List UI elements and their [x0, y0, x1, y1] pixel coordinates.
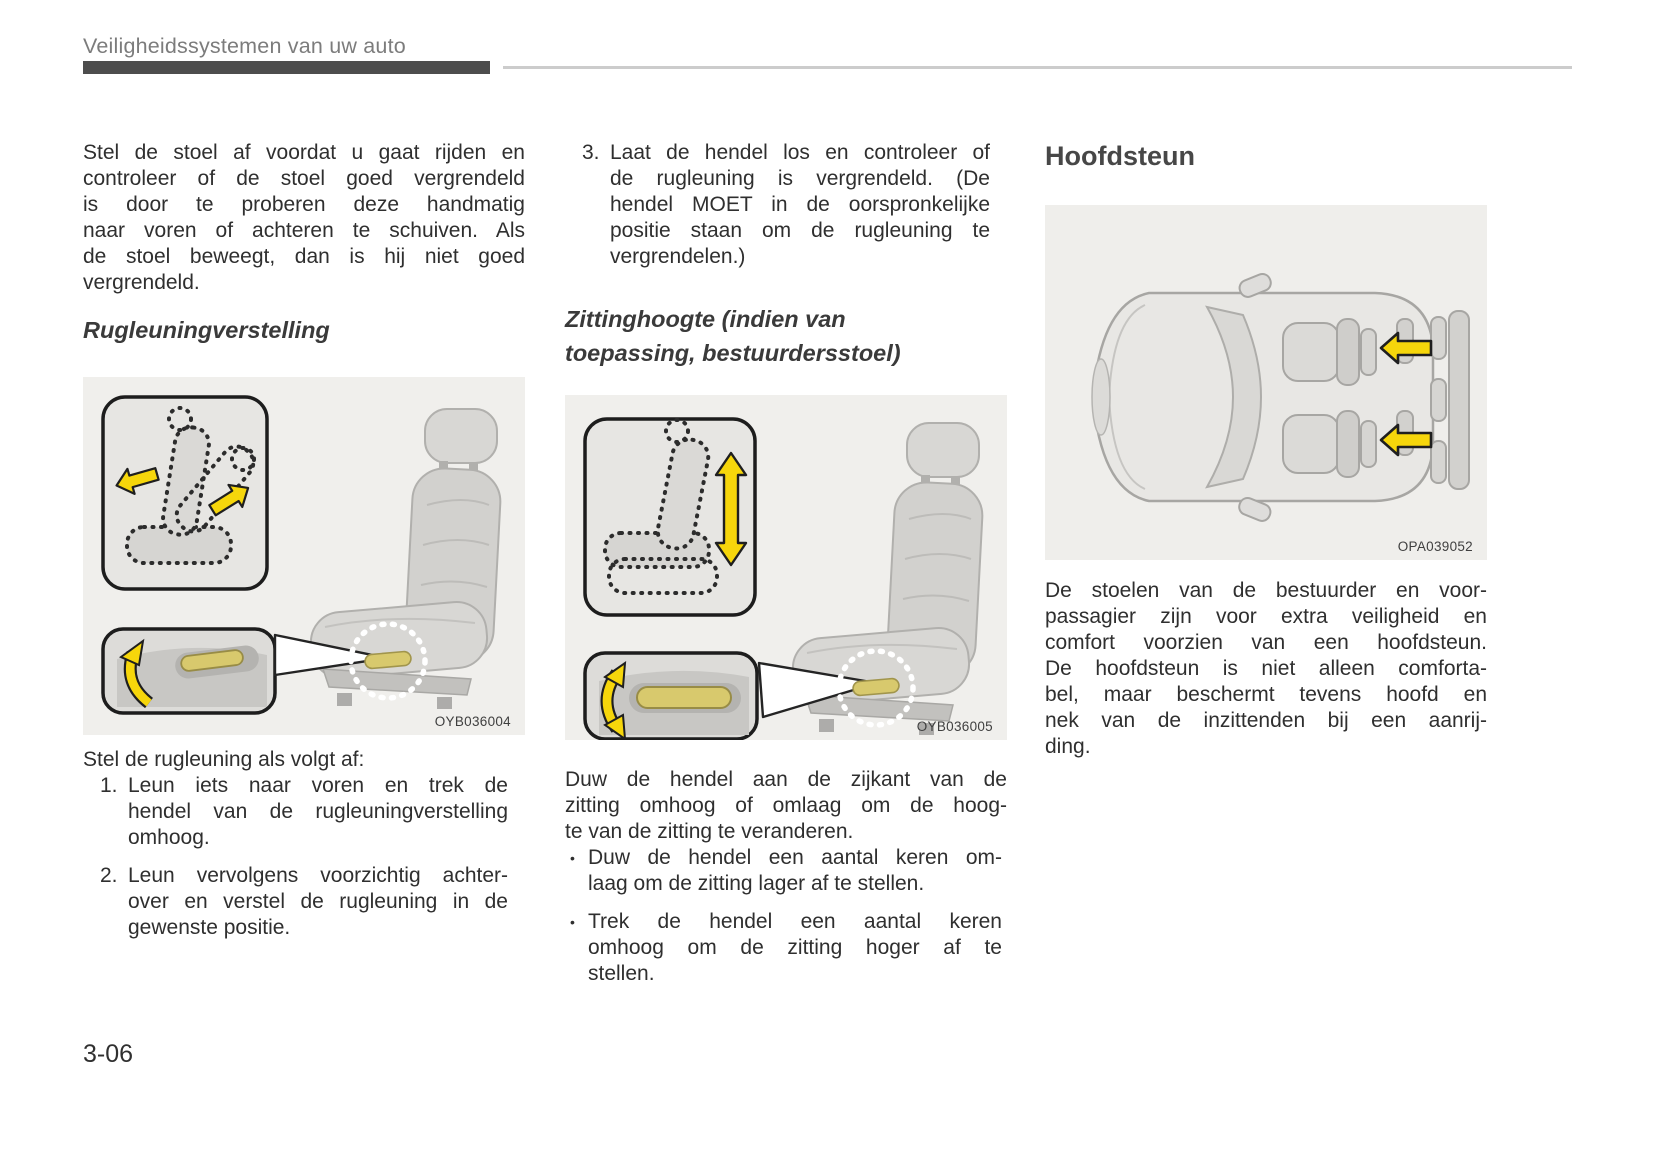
inset-lever-closeup	[585, 653, 757, 739]
inset-lever-closeup	[103, 629, 275, 713]
list-intro: Stel de rugleuning als volgt af:	[83, 748, 365, 771]
list-item-text: Laat de hendel los en controleer of de rugleuning is vergrendeld. (De hendel MOET in de oorspronkelijke positie staan om de rugleuning te vergrendelen.)	[610, 141, 990, 268]
figure-code-opa039052: OPA039052	[1397, 539, 1473, 554]
heading-hoofdsteun: Hoofdsteun	[1045, 141, 1195, 171]
figure-seatback-adjustment	[83, 377, 525, 735]
bullet-icon: •	[570, 850, 575, 866]
inset-height-diagram	[585, 419, 755, 615]
list-item-1	[83, 773, 508, 851]
bullet-text: Trek de hendel een aantal keren omhoog om de zitting hoger af te stellen.	[588, 910, 1002, 985]
heading-zittinghoogte: Zittinghoogte (indien van toepassing, bestuurdersstoel)	[565, 306, 901, 366]
list-item-number: 1.	[100, 774, 118, 797]
car-top-view-illustration	[1045, 205, 1487, 560]
bullet-item-1	[565, 845, 1002, 897]
inset-recline-diagram	[103, 397, 267, 589]
figure-code-oyb036005: OYB036005	[916, 719, 993, 734]
column-left	[83, 0, 525, 1165]
car-top-view	[1092, 272, 1469, 524]
intro-paragraph: Stel de stoel af voordat u gaat rijden en controleer of de stoel goed vergrendeld is door te proberen deze handmatig naar voren of achteren te schuiven. Als de stoel beweegt, dan is hij niet goed vergrendeld.	[83, 141, 525, 294]
bullet-icon: •	[570, 914, 575, 930]
seat-lever	[852, 678, 899, 696]
seat-height-illustration	[565, 395, 1007, 740]
list-item-3	[565, 140, 990, 270]
list-item-text: Leun vervolgens voorzichtig achter- over en verstel de rugleuning in de gewenste positie.	[128, 864, 508, 939]
list-item-text: Leun iets naar voren en trek de hendel van de rugleuningverstelling omhoog.	[128, 774, 508, 849]
list-item-number: 2.	[100, 864, 118, 887]
figure-seat-height-adjustment	[565, 395, 1007, 740]
column-right	[1045, 0, 1487, 1165]
figure-headrest-overview	[1045, 205, 1487, 560]
figure-code-oyb036004: OYB036004	[434, 714, 511, 729]
seat-lever	[364, 651, 411, 669]
bullet-text: Duw de hendel een aantal keren om- laag om de zitting lager af te stellen.	[588, 846, 1002, 895]
running-header-title: Veiligheidssystemen van uw auto	[83, 34, 406, 58]
page-number: 3-06	[83, 1040, 134, 1068]
height-paragraph: Duw de hendel aan de zijkant van de zitting omhoog of omlaag om de hoog- te van de zitting te veranderen.	[565, 768, 1007, 843]
bullet-item-2	[565, 909, 1002, 987]
column-middle	[565, 0, 1007, 1165]
list-item-2	[83, 863, 508, 941]
headrest-paragraph: De stoelen van de bestuurder en voor- passagier zijn voor extra veiligheid en comfort voorzien van een hoofdsteun. De hoofdsteun is niet alleen comforta- bel, maar beschermt tevens hoofd en nek van de inzittenden bij een aanrij- ding.	[1045, 579, 1487, 758]
list-item-number: 3.	[582, 141, 600, 164]
heading-rugleuningverstelling: Rugleuningverstelling	[83, 317, 330, 343]
seatback-adjustment-illustration	[83, 377, 525, 735]
